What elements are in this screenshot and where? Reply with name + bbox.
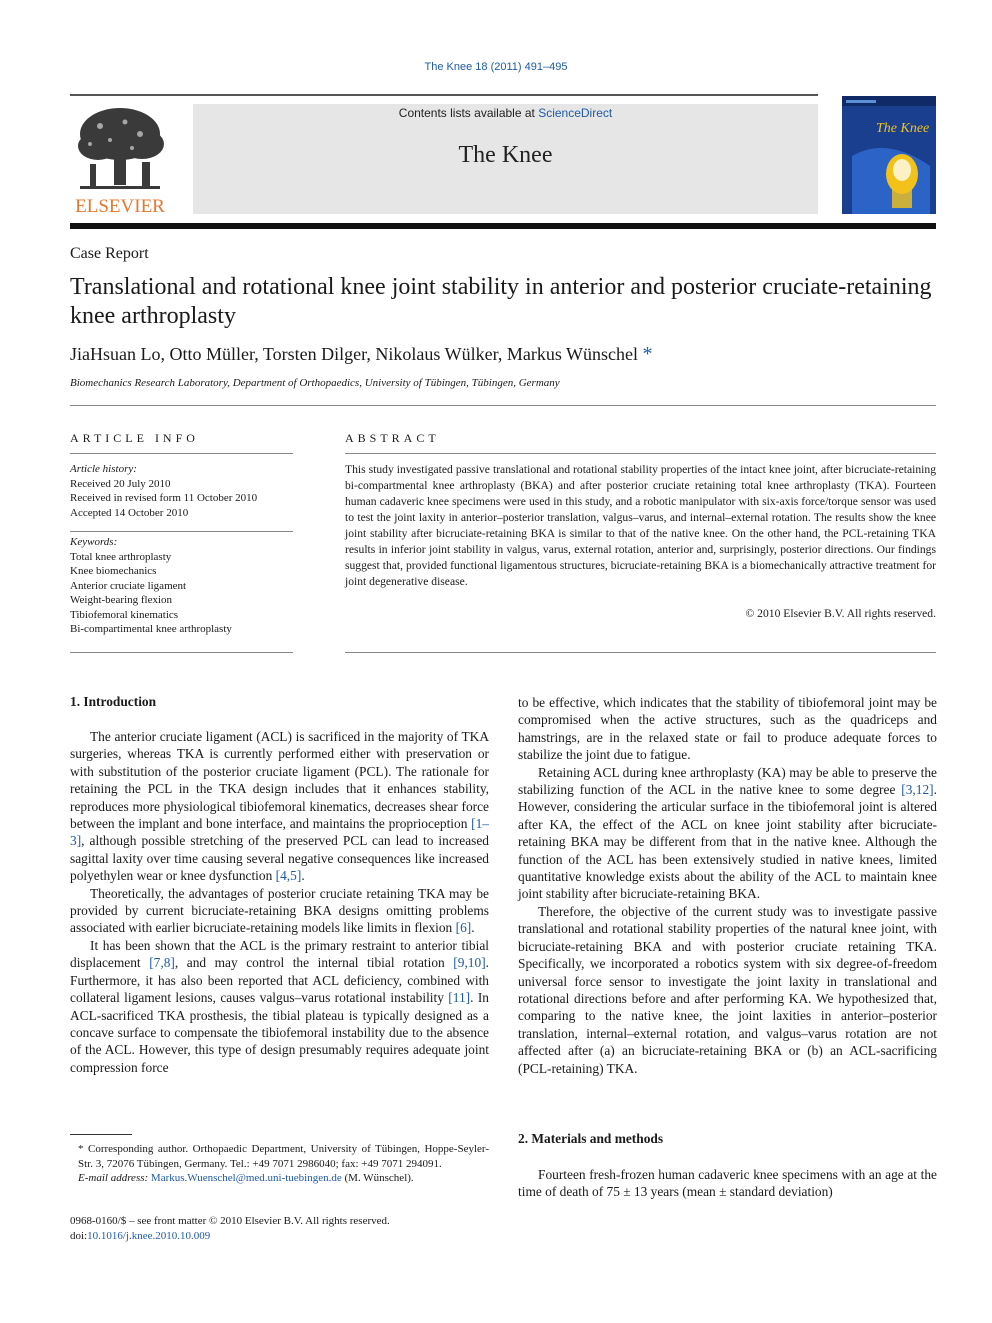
citation-link[interactable]: [1–3] (70, 816, 489, 849)
body-column-left (70, 728, 489, 1076)
citation-link[interactable]: [3,12] (901, 782, 934, 798)
article-type: Case Report (70, 245, 149, 262)
paragraph-text: Theoretically, the advantages of posterior cruciate retaining TKA may be provided by current bicruciate-retaining BKA designs omitting problems associated with earlier bicruciate-retaining models like limits in flexion (70, 885, 489, 936)
email-suffix: (M. Wünschel). (341, 1172, 414, 1184)
article-info-heading: ARTICLE INFO (70, 431, 199, 445)
doi-label: doi: (70, 1229, 88, 1242)
elsevier-logo[interactable] (70, 104, 170, 216)
history-item: Received in revised form 11 October 2010 (70, 492, 258, 504)
paragraph-text: . (471, 920, 475, 936)
paragraph-text: It has been shown that the ACL is the primary restraint to anterior tibial displacement (70, 937, 489, 971)
history-item: Received 20 July 2010 (70, 477, 171, 490)
footnote-rule (70, 1134, 132, 1135)
body-paragraph (70, 937, 489, 1076)
body-paragraph (518, 1166, 937, 1201)
body-column-right (518, 694, 937, 1077)
contents-line (193, 106, 818, 120)
elsevier-logo-text: ELSEVIER (75, 196, 165, 216)
keyword: Knee biomechanics (70, 565, 157, 577)
citation-link[interactable]: [9,10] (453, 955, 486, 971)
masthead-bottom-rule (70, 223, 936, 229)
history-label: Article history: (70, 463, 137, 475)
section-heading-introduction: 1. Introduction (70, 694, 157, 709)
section-heading-methods: 2. Materials and methods (518, 1131, 664, 1146)
citation-link[interactable]: [11] (448, 990, 471, 1006)
body-paragraph (70, 728, 489, 885)
body-paragraph (518, 694, 937, 764)
info-rule (70, 531, 293, 532)
doi-line (70, 1229, 390, 1244)
paragraph-text: Therefore, the objective of the current study was to investigate passive translational and rotational stability properties of the natural knee joint, with bicruciate-retaining BKA and with posterior cruciate retaining TKA. Specifically, we incorporated a robotics system with six degree-of-freedom universal force sensor to investigate the joint laxity in translational and rotational directions before and after performing KA. We hypothesized that, comparing to the native knee, the joint laxities in anterior–posterior translation, internal–external rotation, and valgus–varus rotation are not affected after (a) an bicruciate-retaining BKA or (b) an ACL-sacrificing (PCL-retaining) TKA. (518, 903, 937, 1076)
author-list (70, 343, 652, 366)
abstract-copyright: © 2010 Elsevier B.V. All rights reserved. (745, 607, 936, 620)
email-line (70, 1171, 489, 1186)
keyword: Weight-bearing flexion (70, 594, 173, 606)
author-email-link[interactable]: Markus.Wuenschel@med.uni-tuebingen.de (150, 1172, 342, 1184)
article-history (70, 462, 257, 520)
paragraph-text: , although possible stretching of the preserved PCL can lead to increased sagittal laxity over time causing several negative consequences like increased polyethylen wear or knee dysfunction (70, 833, 489, 884)
citation-link[interactable]: [7,8] (149, 955, 175, 971)
info-rule (70, 652, 293, 653)
contents-prefix: Contents lists available at (398, 106, 539, 120)
paragraph-text: to be effective, which indicates that the stability of tibiofemoral joint may be compromised when the active structures, such as the quadriceps and hamstrings, are in the relaxed state or fail to produce adequate forces to stabilize the joint due to fatigue. (518, 695, 937, 763)
header-rule (70, 94, 818, 96)
keyword: Tibiofemoral kinematics (70, 608, 179, 621)
paragraph-text: , and may control the internal tibial rotation (174, 955, 454, 971)
methods-body (518, 1166, 937, 1201)
paragraph-text: . However, considering the articular surface in the tibiofemoral joint is altered after KA, the effect of the ACL on knee joint stability after bicruciate-retaining BKA may be different from that in the native knee. Although the function of the ACL has been extensively studied in native knees, limited quantitative knowledge exists about the ability of the ACL to maintain knee joint stability after bicruciate-retaining BKA. (518, 782, 937, 902)
keywords-label: Keywords: (70, 536, 118, 548)
journal-citation[interactable]: The Knee 18 (2011) 491–495 (424, 61, 568, 73)
footnote (70, 1142, 489, 1186)
paragraph-text: . (301, 868, 305, 884)
body-paragraph (518, 903, 937, 1077)
history-item: Accepted 14 October 2010 (70, 506, 189, 519)
corresponding-author-mark[interactable]: * (642, 343, 653, 365)
cover-title: The Knee (876, 121, 930, 136)
sciencedirect-link[interactable]: ScienceDirect (538, 106, 613, 120)
corresponding-author-note: * Corresponding author. Orthopaedic Department, University of Tübingen, Hoppe-Seyler-Str. 3, 72076 Tübingen, Germany. Tel.: +49 7071 2986040; fax: +49 7071 294091. (78, 1143, 489, 1170)
abstract-heading: ABSTRACT (345, 431, 440, 445)
doi-link[interactable]: 10.1016/j.knee.2010.10.009 (87, 1229, 211, 1242)
paragraph-text: Retaining ACL during knee arthroplasty (KA) may be able to preserve the stabilizing function of the ACL in the native knee to some degree (518, 764, 937, 798)
journal-title: The Knee (458, 142, 553, 168)
issn-doi-block (70, 1214, 390, 1243)
body-paragraph (518, 764, 937, 903)
keywords (70, 535, 232, 637)
paragraph-text: . In ACL-sacrificed TKA prosthesis, the tibial plateau is typically designed as a concave surface to compensate the tibiofemoral instability due to the absence of the ACL. However, this type of design presumably requires adequate joint compression force (70, 990, 489, 1075)
affiliation: Biomechanics Research Laboratory, Department of Orthopaedics, University of Tübingen, Tübingen, Germany (70, 377, 560, 389)
title-rule (70, 405, 936, 406)
citation-link[interactable]: [4,5] (275, 868, 302, 884)
issn-line: 0968-0160/$ – see front matter © 2010 Elsevier B.V. All rights reserved. (70, 1215, 390, 1227)
body-paragraph (70, 885, 489, 937)
authors-text: JiaHsuan Lo, Otto Müller, Torsten Dilger, Nikolaus Wülker, Markus Wünschel (70, 344, 638, 364)
journal-cover[interactable] (842, 96, 936, 214)
keyword: Anterior cruciate ligament (70, 579, 187, 592)
info-rule (70, 453, 293, 454)
citation-link[interactable]: [6] (455, 920, 472, 936)
paragraph-text: Fourteen fresh-frozen human cadaveric knee specimens with an age at the time of death of 75 ± 13 years (mean ± standard deviation) (518, 1167, 937, 1200)
abstract-rule (345, 652, 936, 653)
paragraph-text: . Furthermore, it has also been reported that ACL deficiency, combined with collateral ligament lesions, causes valgus–varus rotational instability (70, 955, 490, 1006)
keyword: Total knee arthroplasty (70, 550, 172, 563)
keyword: Bi-compartimental knee arthroplasty (70, 623, 232, 635)
email-label: E-mail address: (78, 1172, 151, 1184)
abstract-text: This study investigated passive translational and rotational stability properties of the intact knee joint, after bicruciate-retaining bi-compartmental knee arthroplasty (BKA) and after posterior cruciate retaining total knee arthroplasty (TKA). Fourteen human cadaveric knee specimens were used in this study, and a robotic manipulator with six-axis force/torque sensor was used to test the joint laxity in anterior–posterior translation, valgus–varus, and internal–external rotation. The results show the knee joint stability after bicruciate-retaining BKA is similar to that of the native knee. On the other hand, the PCL-retaining TKA results in inferior joint stability in valgus, varus, external rotation, anterior and, surprisingly, posterior directions. Our findings suggest that, provided functional ligamentous structures, bicruciate-retaining BKA is a biomechanically attractive treatment for joint degenerative disease. (345, 463, 936, 588)
article-title: Translational and rotational knee joint stability in anterior and posterior cruciate-retaining knee arthroplasty (70, 274, 932, 329)
abstract-rule (345, 453, 936, 454)
paragraph-text: The anterior cruciate ligament (ACL) is sacrificed in the majority of TKA surgeries, whereas TKA is currently performed either with preservation or with substitution of the posterior cruciate ligament (PCL). The rationale for retaining the PCL in the TKA design includes that it enhances stability, reproduces more physiological tibiofemoral kinematics, decreases shear force between the implant and bone interface, and maintains the proprioception (70, 729, 489, 832)
